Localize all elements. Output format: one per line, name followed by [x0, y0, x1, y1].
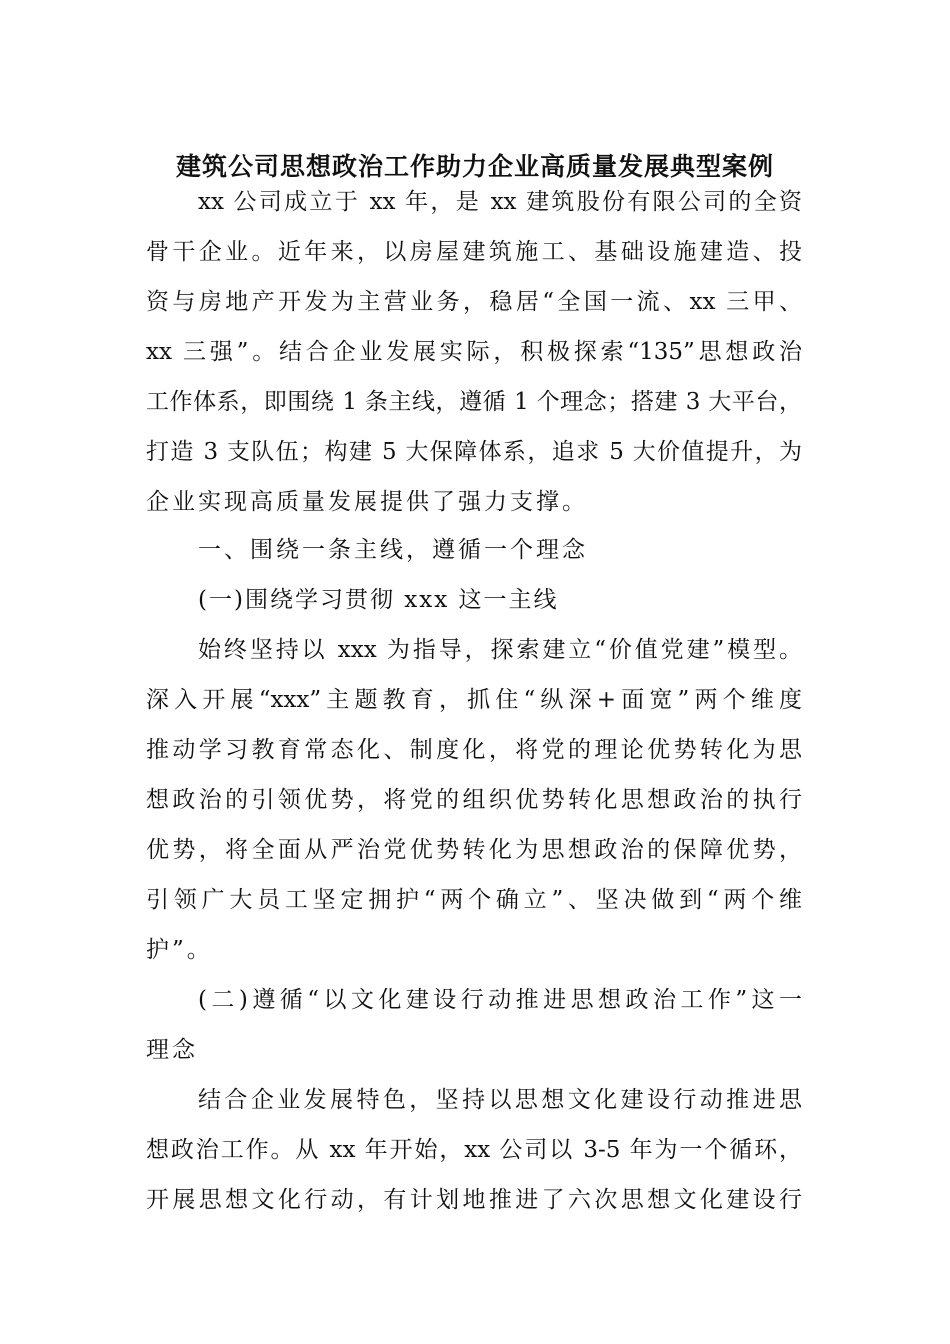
text-line: 护”。 — [146, 937, 213, 963]
text-line: 始终坚持以 xxx 为指导，探索建立“价值党建”模型。 — [198, 637, 802, 663]
text-line: 企业实现高质量发展提供了强力支撑。 — [146, 489, 588, 515]
text-line: 理念 — [146, 1037, 198, 1063]
text-line: xx 三强”。结合企业发展实际，积极探索“135”思想政治 — [146, 339, 802, 365]
text-line: 深入开展“xxx”主题教育，抓住“纵深+面宽”两个维度 — [146, 687, 802, 713]
text-line: 工作体系，即围绕 1 条主线，遵循 1 个理念；搭建 3 大平台， — [146, 389, 802, 415]
text-line: 想政治的引领优势，将党的组织优势转化思想政治的执行 — [146, 787, 802, 813]
text-line: 优势，将全面从严治党优势转化为思想政治的保障优势， — [146, 837, 802, 863]
text-line: 开展思想文化行动，有计划地推进了六次思想文化建设行 — [146, 1187, 802, 1213]
text-line: 打造 3 支队伍；构建 5 大保障体系，追求 5 大价值提升，为 — [146, 439, 802, 465]
text-line: (二)遵循“以文化建设行动推进思想政治工作”这一 — [198, 987, 802, 1013]
text-line: 推动学习教育常态化、制度化，将党的理论优势转化为思 — [146, 737, 802, 763]
section-heading: 一、围绕一条主线，遵循一个理念 — [198, 537, 588, 563]
text-line: 骨干企业。近年来，以房屋建筑施工、基础设施建造、投 — [146, 239, 802, 265]
text-line: 结合企业发展特色，坚持以思想文化建设行动推进思 — [198, 1087, 802, 1113]
text-line: 资与房地产开发为主营业务，稳居“全国一流、xx 三甲、 — [146, 289, 802, 315]
document-title: 建筑公司思想政治工作助力企业高质量发展典型案例 — [175, 151, 774, 181]
text-line: 想政治工作。从 xx 年开始，xx 公司以 3-5 年为一个循环， — [146, 1137, 802, 1163]
text-line: 引领广大员工坚定拥护“两个确立”、坚决做到“两个维 — [146, 887, 802, 913]
text-line: xx 公司成立于 xx 年，是 xx 建筑股份有限公司的全资 — [198, 189, 802, 215]
subsection-heading: (一)围绕学习贯彻 xxx 这一主线 — [198, 587, 559, 613]
